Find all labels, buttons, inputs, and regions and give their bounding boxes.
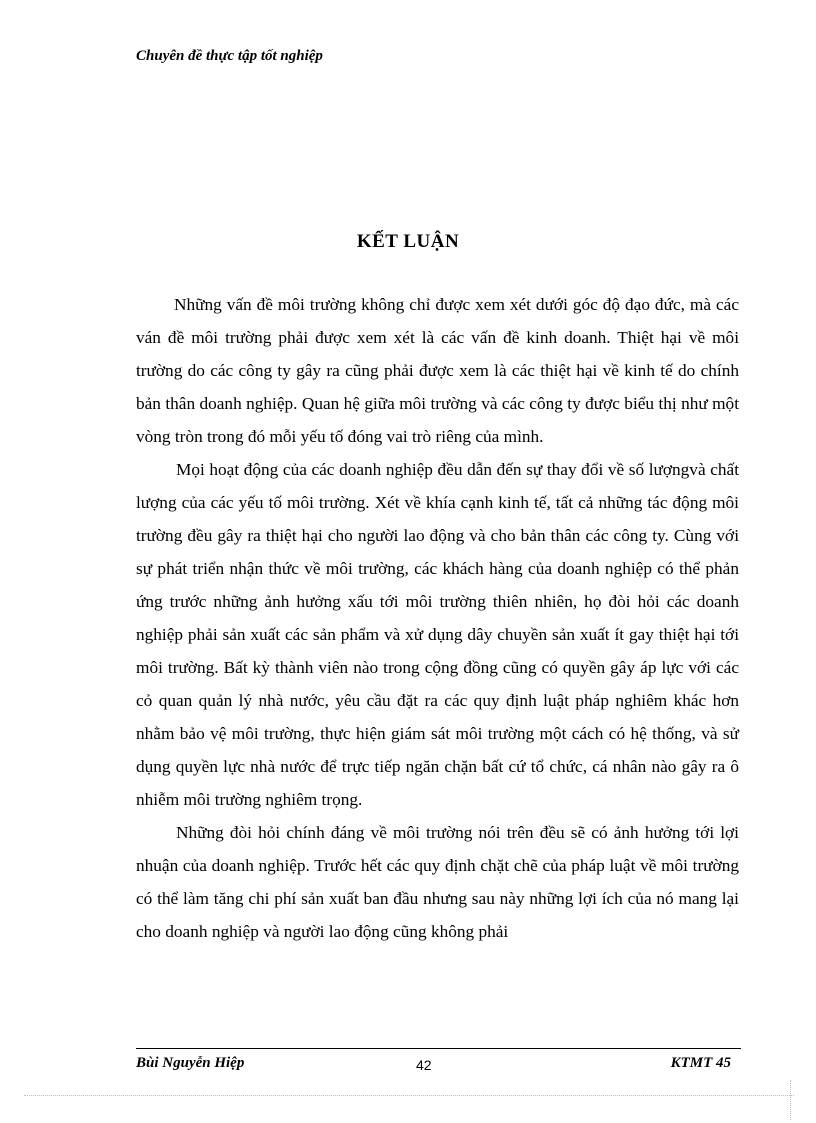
- paragraph: Mọi hoạt động của các doanh nghiệp đều dẫn đến sự thay đổi về số lượngvà chất lượng của các yếu tố môi trường. Xét về khía cạnh kinh tế, tất cả những tác động môi trường đều gây ra thiệt hại cho người lao động và cho bản thân các công ty. Cùng với sự phát triển nhận thức về môi trường, các khách hàng của doanh nghiệp có thể phản ứng trước những ảnh hưởng xấu tới môi trường thiên nhiên, họ đòi hỏi các doanh nghiệp phải sản xuất các sản phẩm và xử dụng dây chuyền sản xuất ít gay thiệt hại tới môi trường. Bất kỳ thành viên nào trong cộng đồng cũng có quyền gây áp lực với các cỏ quan quản lý nhà nước, yêu cầu đặt ra các quy định luật pháp nghiêm khác hơn nhằm bảo vệ môi trường, thực hiện giám sát môi trường một cách có hệ thống, và sử dụng quyền lực nhà nước để trực tiếp ngăn chặn bất cứ tổ chức, cá nhân nào gây ra ô nhiễm môi trường nghiêm trọng.: [136, 460, 739, 809]
- paragraph: Những đòi hỏi chính đáng về môi trường nói trên đều sẽ có ảnh hưởng tới lợi nhuận của doanh nghiệp. Trước hết các quy định chặt chẽ của pháp luật về môi trường có thể làm tăng chi phí sản xuất ban đầu nhưng sau này những lợi ích của nó mang lại cho doanh nghiệp và người lao động cũng không phải: [136, 823, 739, 941]
- footer-divider: [136, 1048, 741, 1049]
- page-number: 42: [416, 1057, 432, 1073]
- running-header: Chuyên đề thực tập tốt nghiệp: [136, 48, 323, 64]
- document-body: [136, 288, 739, 948]
- page-border-right: [790, 1080, 791, 1120]
- paragraph: Những vấn đề môi trường không chỉ được xem xét dưới góc độ đạo đức, mà các ván đề môi trường phải được xem xét là các vấn đề kinh doanh. Thiệt hại về môi trường do các công ty gây ra cũng phải được xem là các thiệt hại về kinh tế do chính bản thân doanh nghiệp. Quan hệ giữa môi trường và các công ty được biểu thị như một vòng tròn trong đó mỗi yếu tố đóng vai trò riêng của mình.: [136, 295, 739, 446]
- page-title: KẾT LUẬN: [356, 231, 460, 252]
- page-footer: [136, 1055, 741, 1077]
- footer-class-code: KTMT 45: [670, 1055, 731, 1071]
- page-border-bottom: [24, 1095, 794, 1096]
- footer-author: Bùi Nguyễn Hiệp: [136, 1055, 245, 1071]
